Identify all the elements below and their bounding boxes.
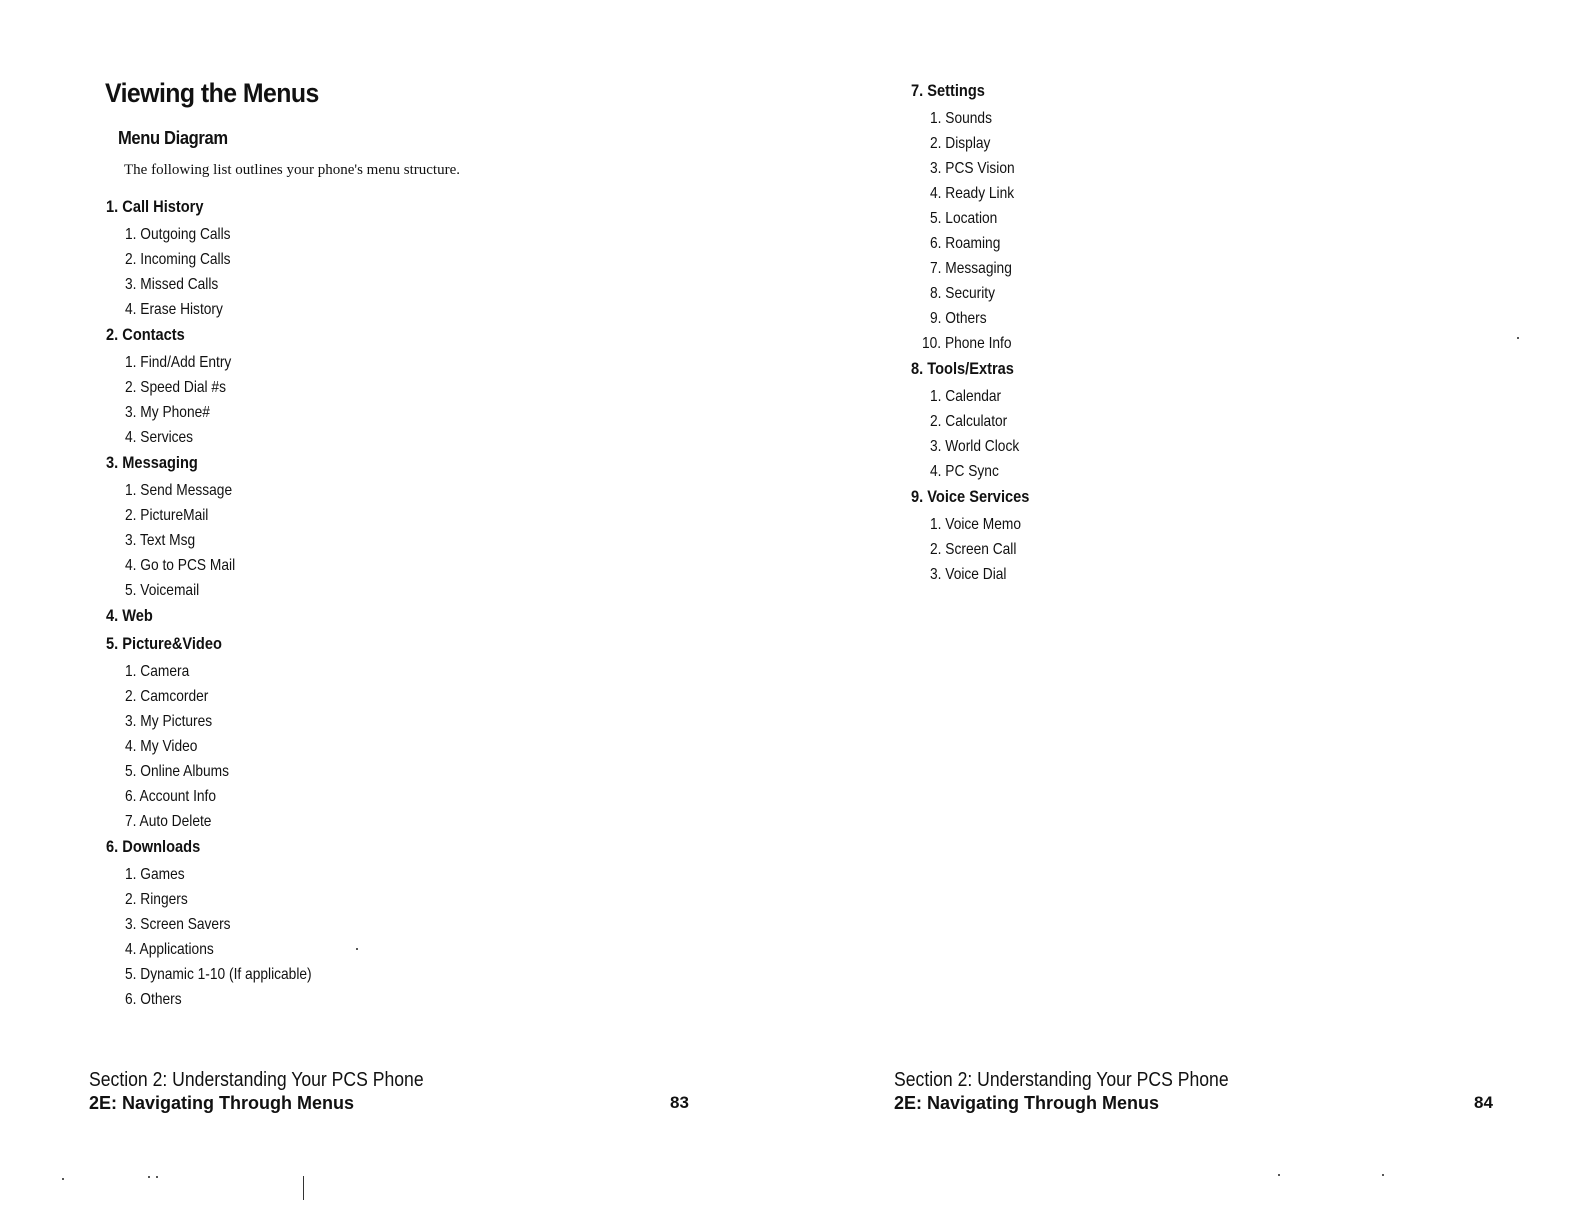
scan-speck [62, 1178, 64, 1180]
submenu-item: 5. Voicemail [125, 582, 200, 599]
submenu-item: 1. Calendar [930, 388, 1002, 405]
submenu-list [106, 222, 342, 322]
submenu-item: 7. Auto Delete [125, 813, 212, 830]
submenu-item: 9. Others [930, 310, 987, 327]
submenu-item: 3. My Pictures [125, 713, 213, 730]
submenu-item: 1. Sounds [930, 110, 992, 127]
submenu-item: 3. Screen Savers [125, 916, 231, 933]
menu-heading: 2. Contacts [106, 325, 185, 344]
footer-section-title: Section 2: Understanding Your PCS Phone [894, 1069, 1229, 1091]
submenu-item: 3. World Clock [930, 438, 1020, 455]
submenu-item: 3. Voice Dial [930, 566, 1007, 583]
menu-heading: 7. Settings [911, 81, 985, 100]
footer-right [894, 1068, 1274, 1114]
submenu-item: 1. Games [125, 866, 185, 883]
scan-speck [1278, 1174, 1280, 1176]
submenu-item: 1. Voice Memo [930, 516, 1022, 533]
page-title: Viewing the Menus [105, 78, 319, 108]
page-number-right: 84 [1474, 1093, 1493, 1112]
submenu-item: 1. Find/Add Entry [125, 354, 232, 371]
footer-section-title: Section 2: Understanding Your PCS Phone [89, 1069, 424, 1091]
menu-heading: 5. Picture&Video [106, 634, 222, 653]
scan-speck [148, 1176, 150, 1178]
submenu-item: 4. PC Sync [930, 463, 999, 480]
right-page [792, 0, 1584, 1224]
menu-heading: 8. Tools/Extras [911, 359, 1014, 378]
menu-heading: 1. Call History [106, 197, 204, 216]
section-subtitle: Menu Diagram [118, 128, 228, 148]
scan-line [303, 1176, 304, 1200]
submenu-list [106, 478, 342, 603]
menu-list-right [911, 78, 1049, 587]
submenu-item: 4. Applications [125, 941, 214, 958]
scan-speck [1517, 337, 1519, 339]
submenu-list [106, 350, 342, 450]
submenu-item: 5. Location [930, 210, 998, 227]
scan-speck [1382, 1174, 1384, 1176]
menu-group [106, 603, 342, 631]
menu-group [106, 322, 342, 450]
submenu-item: 3. Missed Calls [125, 276, 219, 293]
submenu-item: 4. Services [125, 429, 194, 446]
scan-speck [156, 1176, 158, 1178]
submenu-item: 2. Speed Dial #s [125, 379, 226, 396]
menu-group [106, 450, 342, 603]
scan-speck [356, 948, 358, 950]
submenu-item: 2. Incoming Calls [125, 251, 231, 268]
menu-group [106, 631, 342, 834]
submenu-list [911, 384, 1049, 484]
submenu-item: 5. Online Albums [125, 763, 230, 780]
submenu-list [106, 862, 342, 1012]
footer-chapter-title: 2E: Navigating Through Menus [89, 1093, 355, 1113]
menu-group [911, 484, 1049, 587]
submenu-item: 10. Phone Info [922, 335, 1012, 352]
submenu-item: 6. Roaming [930, 235, 1001, 252]
submenu-item: 2. Screen Call [930, 541, 1017, 558]
submenu-item: 2. Ringers [125, 891, 188, 908]
submenu-item: 2. Display [930, 135, 991, 152]
menu-heading: 6. Downloads [106, 837, 201, 856]
submenu-item: 3. PCS Vision [930, 160, 1015, 177]
submenu-item: 8. Security [930, 285, 996, 302]
submenu-item: 2. PictureMail [125, 507, 209, 524]
submenu-list [911, 106, 1049, 356]
submenu-item: 3. My Phone# [125, 404, 210, 421]
menu-heading: 4. Web [106, 606, 153, 625]
submenu-item: 4. My Video [125, 738, 198, 755]
menu-group [106, 194, 342, 322]
footer-left [89, 1068, 469, 1114]
submenu-item: 4. Go to PCS Mail [125, 557, 236, 574]
submenu-item: 7. Messaging [930, 260, 1012, 277]
submenu-list [106, 659, 342, 834]
submenu-item: 2. Calculator [930, 413, 1008, 430]
page-number-left: 83 [670, 1093, 689, 1112]
menu-group [106, 834, 342, 1012]
intro-text: The following list outlines your phone's menu structure. [124, 162, 460, 178]
submenu-item: 5. Dynamic 1-10 (If applicable) [125, 966, 312, 983]
menu-heading: 3. Messaging [106, 453, 198, 472]
submenu-item: 6. Account Info [125, 788, 217, 805]
footer-chapter-title: 2E: Navigating Through Menus [894, 1093, 1160, 1113]
submenu-item: 1. Send Message [125, 482, 233, 499]
menu-list-left [106, 194, 342, 1012]
menu-group [911, 78, 1049, 356]
submenu-item: 4. Erase History [125, 301, 223, 318]
submenu-list [911, 512, 1049, 587]
submenu-item: 1. Camera [125, 663, 190, 680]
submenu-item: 3. Text Msg [125, 532, 196, 549]
submenu-item: 2. Camcorder [125, 688, 209, 705]
submenu-item: 6. Others [125, 991, 182, 1008]
submenu-item: 4. Ready Link [930, 185, 1015, 202]
menu-group [911, 356, 1049, 484]
menu-heading: 9. Voice Services [911, 487, 1030, 506]
submenu-item: 1. Outgoing Calls [125, 226, 231, 243]
